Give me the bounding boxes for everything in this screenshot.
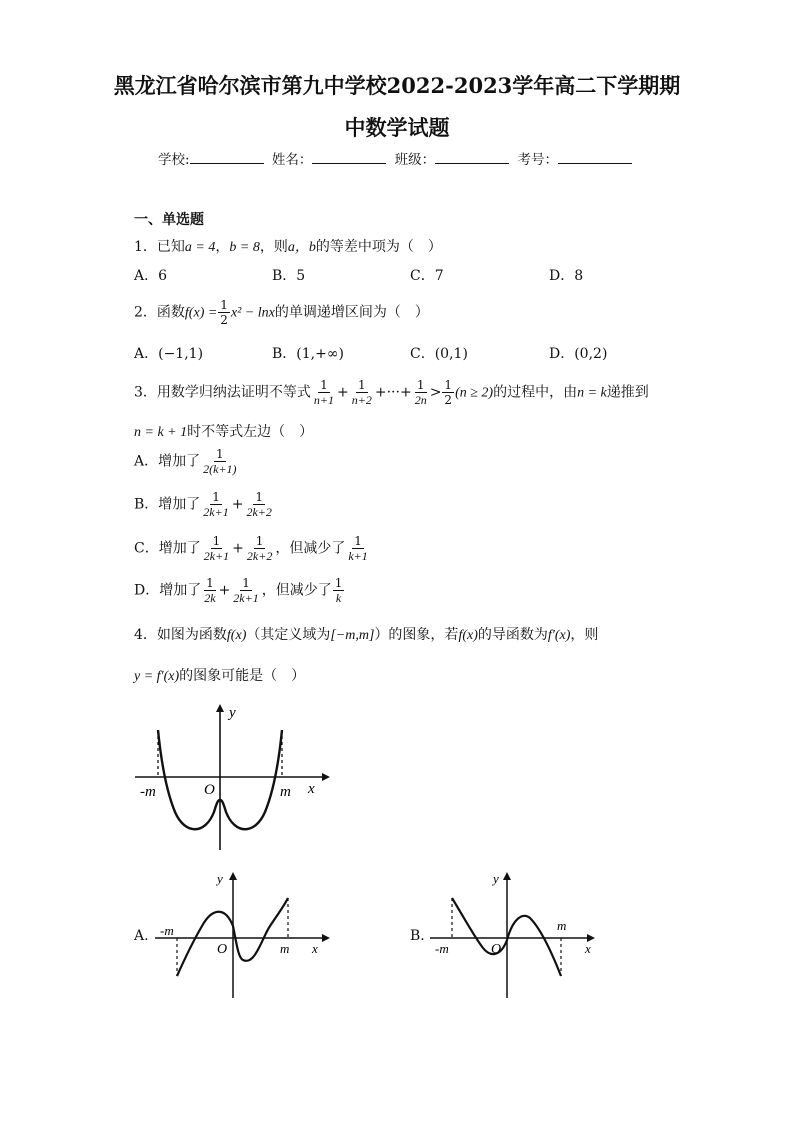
q3-frac-2-den: n+2 xyxy=(351,393,372,407)
graph-a-neg-m-label: -m xyxy=(160,923,174,938)
q2-option-b[interactable]: B．(1,+∞) xyxy=(272,346,344,362)
name-label: 姓名： xyxy=(271,152,313,168)
q4-end: ，则 xyxy=(570,627,599,643)
q1-option-c[interactable]: C．7 xyxy=(410,268,444,284)
q3-option-a[interactable] xyxy=(134,447,240,476)
q3-option-d[interactable]: D．增加了 $\frac{1}{2k}$ + $\frac{1}{2k+1}$ ，但减少了 $\frac{1}{k}$ xyxy=(134,576,343,605)
q3-c-den-2: 2k+2 xyxy=(246,549,273,563)
q3-c-num-2: 1 xyxy=(255,534,264,548)
q2-expr: x² − lnx xyxy=(230,305,275,321)
q3-c-den-3: k+1 xyxy=(348,549,368,563)
q2-number: 2． xyxy=(134,304,157,321)
q3-b-frac-2 xyxy=(244,490,273,519)
graph-a-y-label: y xyxy=(217,871,223,886)
graph-option-b[interactable] xyxy=(425,868,605,1003)
graph-b-y-label: y xyxy=(493,871,499,886)
q3-tail2: 时不等式左边（ ） xyxy=(187,424,314,440)
graph-fx-y-label: y xyxy=(229,705,236,721)
graph-b-m-label: m xyxy=(557,918,567,933)
graph-a-x-label: x xyxy=(312,941,318,956)
graph-fx-m-label: m xyxy=(280,784,291,800)
q4-option-b-label[interactable]: B. xyxy=(410,928,425,944)
q3-c-frac-1 xyxy=(202,534,231,563)
q3-a-den: 2(k+1) xyxy=(203,462,237,476)
q2-option-a[interactable]: A．(−1,1) xyxy=(134,346,204,362)
q3-a-label: A．增加了 xyxy=(134,453,201,470)
q3-nk1: n = k + 1 xyxy=(134,425,188,440)
graph-a-m-label: m xyxy=(280,941,290,956)
q3-b-label: B．增加了 xyxy=(134,496,201,513)
question-4-line2 xyxy=(134,665,305,685)
q1-number: 1． xyxy=(134,239,157,255)
school-label: 学校: xyxy=(158,152,190,168)
q4-fx2: f(x) xyxy=(458,628,478,643)
q3-d-label: D．增加了 xyxy=(134,582,202,599)
q1-ab: a，b xyxy=(287,240,316,255)
graph-option-a[interactable] xyxy=(150,868,330,1003)
q3-d-frac-2 xyxy=(231,576,260,605)
q2-option-c[interactable]: C．(0,1) xyxy=(410,346,468,362)
page-title-line1: 黑龙江省哈尔滨市第九中学校2022-2023学年高二下学期期 xyxy=(113,73,681,98)
q2-option-d[interactable]: D．(0,2) xyxy=(549,346,608,362)
q3-d-num-1: 1 xyxy=(206,576,214,590)
graph-fx-origin-label: O xyxy=(204,782,215,798)
q1-b-eq: b = 8 xyxy=(229,240,260,255)
graph-b-x-label: x xyxy=(585,941,591,956)
q3-frac-1-den: n+1 xyxy=(313,393,335,407)
q3-b-den-2: 2k+2 xyxy=(246,505,272,519)
q4-mid2: 的导函数为 xyxy=(477,627,548,643)
q3-frac-1-num: 1 xyxy=(320,378,328,392)
q2-half-den: 2 xyxy=(220,313,228,327)
q4-fx: f(x) xyxy=(226,628,247,643)
q3-c-num-1: 1 xyxy=(212,534,221,548)
q3-frac-1 xyxy=(312,378,336,407)
graph-fx-x-label: x xyxy=(308,781,315,797)
number-label: 考号： xyxy=(517,152,558,168)
section-heading: 一、单选题 xyxy=(134,212,204,228)
q3-frac-4-den: 2 xyxy=(444,393,453,407)
q1-post: ，则 xyxy=(259,239,288,255)
school-blank[interactable] xyxy=(190,151,264,164)
q3-frac-3-num: 1 xyxy=(416,378,425,392)
q2-half-num: 1 xyxy=(220,298,228,312)
graph-a-origin-label: O xyxy=(217,942,228,957)
q1-tail: 的等差中项为（ ） xyxy=(315,239,442,255)
q3-c-frac-2 xyxy=(245,534,274,563)
question-4 xyxy=(134,624,598,644)
q3-frac-2 xyxy=(350,378,374,407)
q4-line2-expr: y = f′(x) xyxy=(134,669,180,684)
q1-option-a[interactable]: A．6 xyxy=(134,268,168,284)
q4-option-a-label[interactable]: A. xyxy=(134,928,149,944)
question-3-line2 xyxy=(134,421,313,441)
q3-d-den-3: k xyxy=(335,591,342,605)
q3-mid: 的过程中，由 xyxy=(493,384,578,401)
graph-b-neg-m-label: -m xyxy=(435,941,449,956)
q4-domain-pre: （其定义域为 xyxy=(246,627,331,643)
name-blank[interactable] xyxy=(312,151,386,164)
q3-d-den-1: 2k xyxy=(204,591,216,605)
q4-number: 4． xyxy=(134,627,157,643)
q3-option-c[interactable]: C．增加了 $\frac{1}{2k+1}$ + $\frac{1}{2k+2}$ ，但减少了 $\frac{1}{k+1}$ xyxy=(134,534,368,563)
q3-c-den-1: 2k+1 xyxy=(203,549,230,563)
q3-pre: 用数学归纳法证明不等式 xyxy=(156,384,311,401)
q3-frac-4 xyxy=(442,378,454,407)
class-label: 班级： xyxy=(394,152,436,168)
q1-pre: 已知 xyxy=(156,239,185,255)
q3-number: 3． xyxy=(134,384,157,401)
question-3 xyxy=(134,378,649,407)
graph-b-y-arrow xyxy=(503,872,511,880)
q3-c-frac-3 xyxy=(346,534,369,563)
q3-c-but: ，但减少了 xyxy=(275,540,346,557)
q3-c-num-3: 1 xyxy=(354,534,362,548)
q3-d-num-3: 1 xyxy=(334,576,343,590)
q4-domain: [−m,m] xyxy=(330,628,375,643)
q3-tail1: 递推到 xyxy=(606,384,649,401)
q4-fpx: f′(x) xyxy=(547,628,571,643)
q3-frac-3 xyxy=(413,378,429,407)
q3-option-b[interactable]: B．增加了 $\frac{1}{2k+1}$ + $\frac{1}{2k+2}$ xyxy=(134,490,272,519)
page-title-line2: 中数学试题 xyxy=(344,115,450,140)
q3-b-num-1: 1 xyxy=(212,490,220,504)
q3-b-num-2: 1 xyxy=(255,490,263,504)
q3-cond: (n ≥ 2) xyxy=(455,385,494,401)
q3-dots: +···+ xyxy=(374,384,412,401)
q3-frac-4-num: 1 xyxy=(444,378,453,392)
graph-b-origin-label: O xyxy=(491,942,502,957)
q3-d-frac-1 xyxy=(202,576,217,605)
q1-option-d[interactable]: D．8 xyxy=(549,268,584,284)
q3-c-label: C．增加了 xyxy=(134,540,201,557)
number-blank[interactable] xyxy=(558,151,632,164)
question-1 xyxy=(134,236,442,256)
q3-gt: > xyxy=(429,384,442,401)
q1-sep: ， xyxy=(215,239,230,255)
q3-nk: n = k xyxy=(577,385,607,401)
q4-line2-tail: 的图象可能是（ ） xyxy=(179,668,306,684)
q3-d-but: ，但减少了 xyxy=(261,582,332,599)
q3-a-num: 1 xyxy=(216,447,224,461)
q3-d-frac-3 xyxy=(333,576,345,605)
q3-frac-2-num: 1 xyxy=(358,378,366,392)
q1-a-eq: a = 4 xyxy=(184,240,216,255)
graph-a-x-arrow xyxy=(322,934,330,942)
graph-fx xyxy=(130,700,330,860)
q3-d-den-2: 2k+1 xyxy=(233,591,259,605)
q4-pre: 如图为函数 xyxy=(156,627,227,643)
q4-mid: ）的图象，若 xyxy=(374,627,459,643)
q2-fx: f(x) = xyxy=(184,305,218,321)
graph-fx-y-arrow xyxy=(216,704,224,712)
student-info-line xyxy=(0,148,794,168)
class-blank[interactable] xyxy=(435,151,509,164)
q2-tail: 的单调递增区间为（ ） xyxy=(274,304,429,321)
graph-fx-neg-m-label: -m xyxy=(140,784,156,800)
q2-half-fraction xyxy=(218,298,230,327)
q1-option-b[interactable]: B．5 xyxy=(272,268,306,284)
q3-d-num-2: 1 xyxy=(242,576,250,590)
graph-fx-x-arrow xyxy=(322,773,330,781)
q3-plus: + xyxy=(337,384,349,401)
q3-b-den-1: 2k+1 xyxy=(203,505,229,519)
q2-pre: 函数 xyxy=(156,304,185,321)
q3-frac-3-den: 2n xyxy=(414,393,427,407)
q3-a-frac xyxy=(201,447,238,476)
q3-b-frac-1 xyxy=(201,490,230,519)
question-2 xyxy=(134,298,429,327)
graph-a-y-arrow xyxy=(229,872,237,880)
